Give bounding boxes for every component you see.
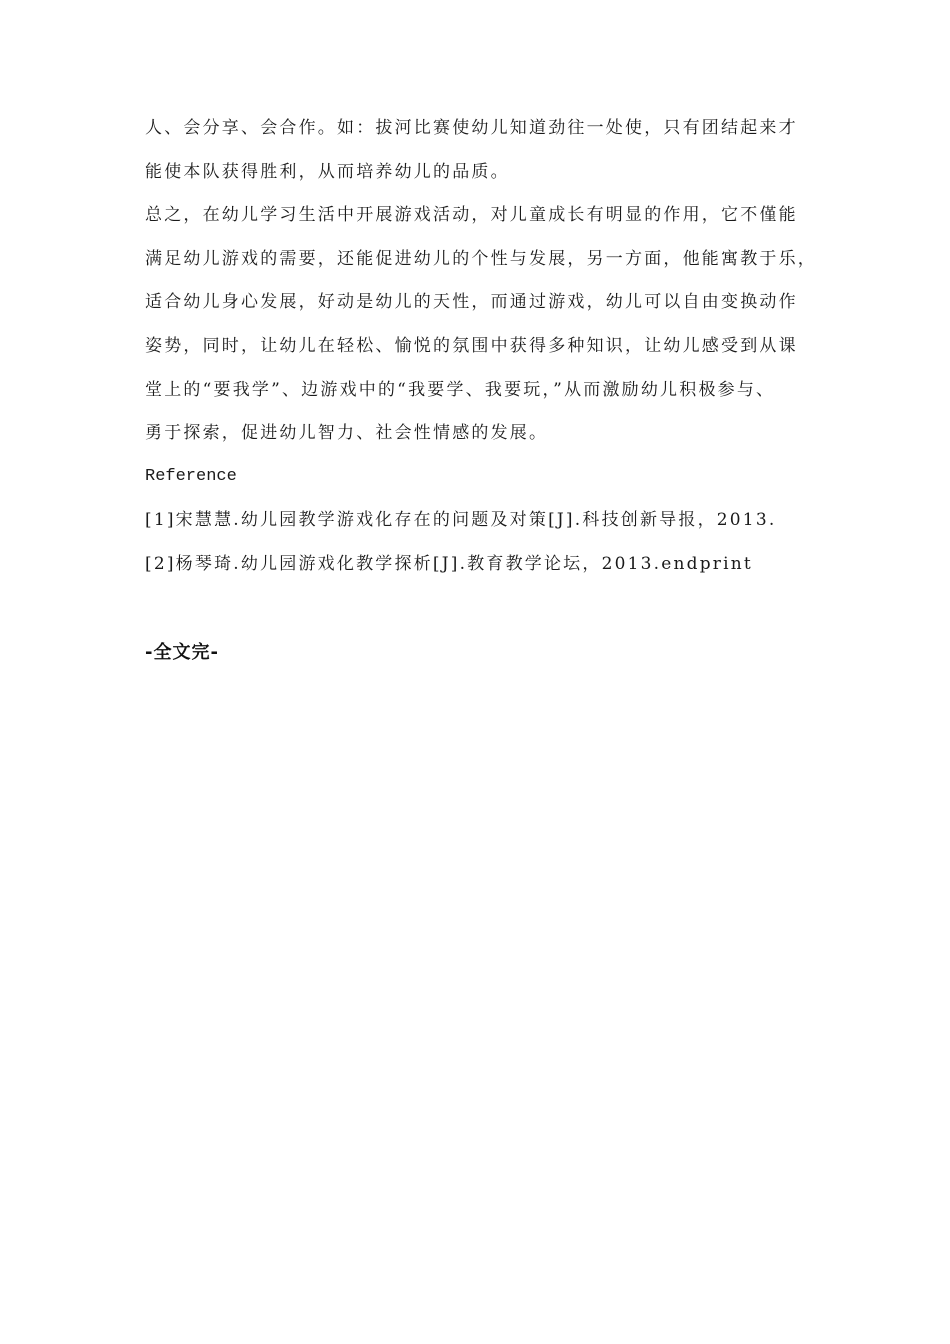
end-of-text-mark: -全文完- [145, 642, 219, 663]
paragraph-line: 满足幼儿游戏的需要，还能促进幼儿的个性与发展，另一方面，他能寓教于乐， [145, 248, 817, 269]
paragraph-line: 堂上的“要我学”、边游戏中的“我要学、我要玩，”从而激励幼儿积极参与、 [145, 379, 776, 400]
paragraph-line: 适合幼儿身心发展，好动是幼儿的天性，而通过游戏，幼儿可以自由变换动作 [145, 292, 798, 313]
references-heading: Reference [145, 466, 237, 486]
reference-item: [1]宋慧慧.幼儿园教学游戏化存在的问题及对策[J].科技创新导报，2013. [145, 510, 777, 531]
paragraph-line: 勇于探索，促进幼儿智力、社会性情感的发展。 [145, 423, 549, 444]
reference-item: [2]杨琴琦.幼儿园游戏化教学探析[J].教育教学论坛，2013.endprint [145, 553, 753, 574]
paragraph-line: 总之，在幼儿学习生活中开展游戏活动，对儿童成长有明显的作用，它不僅能 [145, 205, 798, 226]
paragraph-line: 姿势，同时，让幼儿在轻松、愉悦的氛围中获得多种知识，让幼儿感受到从课 [145, 335, 798, 356]
paragraph-line: 人、会分享、会合作。如：拔河比赛使幼儿知道劲往一处使，只有团结起来才 [145, 118, 798, 138]
paragraph-line: 能使本队获得胜利，从而培养幼儿的品质。 [145, 161, 510, 182]
document-body [145, 112, 825, 592]
